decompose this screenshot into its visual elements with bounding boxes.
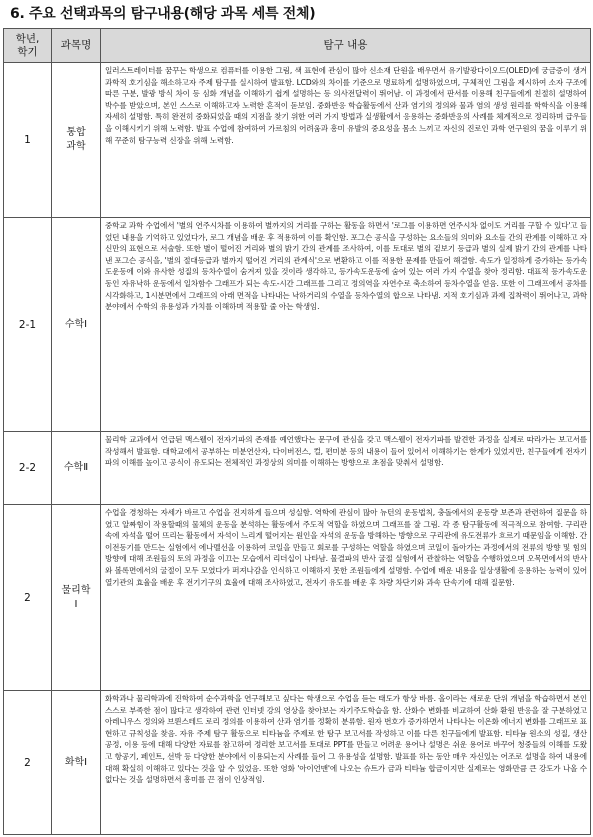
- inquiry-table: [3, 28, 591, 835]
- header-subject: 과목명: [52, 29, 101, 63]
- subject-line2: 과학: [66, 141, 86, 152]
- subject-line1: 수학Ⅰ: [64, 318, 88, 330]
- header-content: 탐구 내용: [101, 29, 591, 63]
- year-cell: 2-2: [4, 432, 52, 505]
- content-cell: [101, 691, 591, 835]
- content-text: 중학교 과학 수업에서 '별의 연주시차를 이용하여 별까지의 거리를 구하는 활동을 하면서 '로그를 이용하면 연주시차 없이도 거리를 구할 수 있다'고 들었던 내용을 기억하고 있었다가, 로그 개념을 배운 후 적용하여 이를 확인함. 포그슨 공식을 구성하는 요소들의 의미와 요소들 간의 관계를 이해하고 자신만의 표현으로 서술함. 또한 별이 떨어진 거리와 별의 밝기 간의 관계를 조사하여, 이를 토대로 별의 겉보기 등급과 별의 실제 밝기 간의 관계를 나타낸 포그슨 공식을, '별의 절대등급과 별까지 떨어진 거리의 관계식'으로 변환하고 이를 적용한 문제를 만들어 해결함. 속도가 일정하게 증가하는 등가속도운동에 이와 유사한 성질의 등차수열이 숨겨져 있을 것이라 생각하고, 등가속도운동에 숨어 있는 여러 가지 수열을 찾아 정리함. 대표적 등가속도운동인 자유낙하 운동에서 일차함수 그래프가 되는 속도-시간 그래프를 그리고 정의역을 자연수로 축소하여 등차수열을 얻음. 또한 이 그래프에서 공차를 시각화하고, 1시분면에서 그래프의 아래 면적을 나타내는 낙하거리의 수열을 등차수열의 합으로 나타냄. 지적 호기심과 과제 집착력이 뛰어나고, 과학 분야에서 수학의 유용성과 가치를 이해하며 적용할 줄 아는 학생임.: [105, 221, 587, 312]
- table-header-row: [4, 29, 591, 63]
- table-row: [4, 432, 591, 505]
- header-year-line1: 학년,: [15, 32, 40, 45]
- content-cell: [101, 432, 591, 505]
- page-title: 6. 주요 선택과목의 탐구내용(해당 과목 세특 전체): [10, 6, 316, 22]
- year-cell: 2: [4, 505, 52, 691]
- year-cell: 1: [4, 63, 52, 218]
- content-cell: [101, 505, 591, 691]
- subject-line2: Ⅰ: [74, 598, 78, 610]
- subject-cell: [52, 505, 101, 691]
- year-cell: 2: [4, 691, 52, 835]
- content-cell: [101, 218, 591, 432]
- subject-cell: [52, 432, 101, 505]
- table-row: [4, 218, 591, 432]
- table-row: [4, 505, 591, 691]
- subject-line1: 물리학: [61, 584, 91, 596]
- subject-line1: 통합: [66, 127, 86, 138]
- header-year: [4, 29, 52, 63]
- year-cell: 2-1: [4, 218, 52, 432]
- subject-line1: 수학Ⅱ: [63, 462, 89, 473]
- subject-line1: 화학Ⅰ: [64, 756, 88, 768]
- content-text: 수업을 경청하는 자세가 바르고 수업을 진지하게 들으며 성실함. 역학에 관심이 많아 뉴턴의 운동법칙, 충돌에서의 운동량 보존과 관련하여 질문을 하였고 알짜힘이 작용할때의 물체의 운동을 분석하는 활동에서 주도적 역할을 하였으며 그래프를 잘 그림. 각 종 탐구활동에 적극적으로 참여함. 구리관 속에 자석을 떨어 뜨리는 활동에서 자석이 느리게 떨어지는 원인을 자석의 운동을 방해하는 방향으로 구리관에 유도전류가 흐르기 때문임을 이해함. 간이전동기를 만드는 실험에서 에나멜선을 이용하여 코일을 만들고 회로를 구성하는 역할을 하였으며 코일이 돌아가는 과정에서의 전류의 방향 및 힘의 방향에 대해 조원들의 토의 과정을 이끄는 모습에서 리더십이 나타남. 물결파의 반사 굴절 실험에서 관찰하는 역할을 수행하였으며 오목면에서의 반사와 볼록면에서의 굴절이 모두 모였다가 퍼져나감을 인식하고 이해하지 못한 조원들에게 설명함. 수업에 배운 내용을 일상생활에 응용하는 능력이 있어 열기관의 효율을 배운 후 전기기구의 효율에 대해 조사하였고, 전자기 유도를 배운 후 차량 차단기와 과속 단속기에 대해 질문함.: [105, 508, 587, 587]
- content-text: 일러스트레이터를 꿈꾸는 학생으로 컴퓨터를 이용한 그림, 색 표현에 관심이 많아 신소재 단원을 배우면서 유기발광다이오드(OLED)에 궁금증이 생겨 과학적 호기심을 해소하고자 주제 탐구를 실시하여 발표함. LCD와의 차이를 기준으로 명료하게 설명하였으며, 구체적인 그림을 제시하여 소자 구조에 따른 구분, 발광 방식 차이 등 심화 개념을 이해하기 쉽게 설명하는 등 의사전달력이 뛰어남. 이 과정에서 판서를 이용해 친구들에게 친절히 설명하여 박수를 받았으며, 본인 스스로 이해하고자 노력한 흔적이 돋보임. 중화반응 학습활동에서 산과 염기의 정의와 물과 염의 생성 원리를 학학식을 이용해 자세히 설명함. 특히 완전히 중화되었을 때의 지점을 찾기 위한 여러 가지 방법과 실생활에서 응용하는 중화반응의 사례를 체계적으로 정리하며 급우들을 이해시키기 위해 노력함. 발표 수업에 참여하여 가르침의 어려움과 흥미 유발의 중요성을 몸소 느끼고 자신의 진로인 과학 연구원의 꿈을 이루기 위해 꾸준히 탐구능력 신장을 위해 노력함.: [105, 66, 587, 145]
- table-row: [4, 63, 591, 218]
- subject-cell: [52, 218, 101, 432]
- subject-cell: [52, 691, 101, 835]
- content-text: 화학과나 물리학과에 진학하여 순수과학을 연구해보고 싶다는 학생으로 수업을 듣는 태도가 항상 바름. 올이라는 새로운 단위 개념을 학습하면서 본인 스스로 부족한 점이 많다고 생각하여 관련 인터넷 강의 영상을 찾아보는 자기주도학습을 함. 산화수 변화를 비교하여 산화 환원 반응을 잘 구분하였고 아레니우스 정의와 브뢴스테드 로리 정의를 이용하여 산과 염기를 정확히 분류함. 원자 번호가 증가하면서 나타나는 이온화 에너지 변화를 그래프로 표현하고 규칙성을 찾음. 자유 주제 탐구 활동으로 티타늄을 주제로 한 탐구 보고서를 작성하고 이를 다른 친구들에게 발표함. 티타늄 원소의 성질, 생산 공정, 이용 등에 대해 다양한 자료를 참고하여 정리한 보고서를 토대로 PPT를 만들고 어려운 용어나 설명은 쉬운 용어로 바꾸어 청중들의 이해를 도왔고 항공기, 페인트, 선박 등 다양한 분야에서 이용되는지 사례를 들어 그 유용성을 설명함. 발표를 하는 동안 매우 자신있는 어조로 설명을 하여 내용에 대해 확실히 이해하고 있다는 것을 알 수 있었음. 또한 영화 '아이언맨'에 나오는 슈트가 금과 티타늄 합금이지만 실제로는 영화만큼 큰 강도가 나올 수 없다는 것을 설명하면서 흥미를 끈 점이 인상적임.: [105, 694, 587, 785]
- table-row: [4, 691, 591, 835]
- content-cell: [101, 63, 591, 218]
- subject-cell: [52, 63, 101, 218]
- content-text: 물리학 교과에서 언급된 맥스웰이 전자기파의 존재를 예언했다는 문구에 관심을 갖고 맥스웰이 전자기파를 발견한 과정을 실제로 따라가는 보고서를 작성해서 발표함. 대학교에서 공부하는 미분연산자, 다이버전스, 컬, 편미분 등의 내용이 들어 있어서 이해하기는 한계가 있었지만, 친구들에게 전자기파의 이해를 높이고 공식이 유도되는 전체적인 과정상의 의미를 이해하는 방향으로 초점을 맞춰서 설명함.: [105, 435, 587, 468]
- header-year-line2: 학기: [17, 45, 38, 58]
